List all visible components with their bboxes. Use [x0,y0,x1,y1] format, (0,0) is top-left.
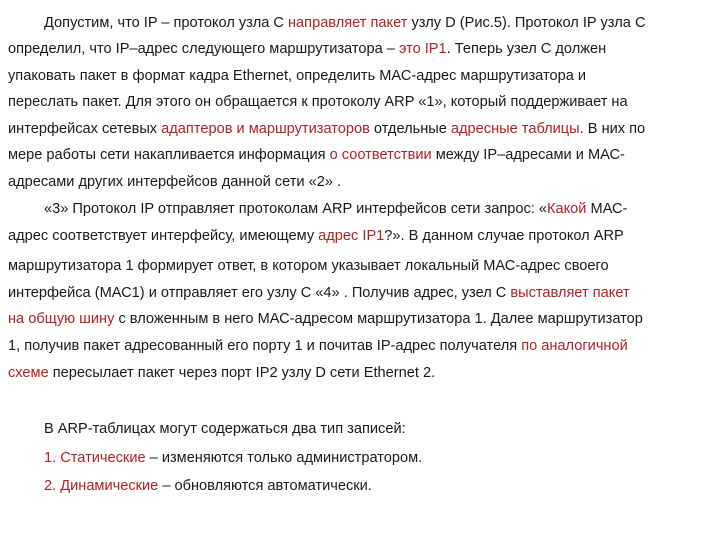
p2-line-6: 1, получив пакет адресованный его порту 1 и почитав IP-адрес получателя по аналогичной [8,338,628,354]
p2-line-4: интерфейса (МАС1) и отправляет его узлу С «4» . Получив адрес, узел С выставляет пакет [8,285,630,301]
p1-line-6: мере работы сети накапливается информация о соответствии между IP–адресами и МАС- [8,147,625,163]
list-item-2: 2. Динамические – обновляются автоматически. [44,478,372,494]
p2-line-1: «3» Протокол IP отправляет протоколам ARP интерфейсов сети запрос: «Какой МАС- [44,201,628,217]
p2-line-7: схеме пересылает пакет через порт IP2 узлу D сети Ethernet 2. [8,365,436,381]
p1-line-7: адресами других интерфейсов данной сети «2» . [8,174,342,190]
p2-line-5: на общую шину с вложенным в него МАС-адресом маршрутизатора 1. Далее маршрутизатор [8,311,643,327]
p1-line-3: упаковать пакет в формат кадра Ethernet, определить МАС-адрес маршрутизатора и [8,68,587,84]
p2-line-2: адрес соответствует интерфейсу, имеющему адрес IP1?». В данном случае протокол ARP [8,228,624,244]
p1-line-5: интерфейсах сетевых адаптеров и маршрутизаторов отдельные адресные таблицы. В них по [8,121,646,137]
p1-line-1: Допустим, что IP – протокол узла С направляет пакет узлу D (Рис.5). Протокол IP узла С [44,15,646,31]
p1-line-2: определил, что IP–адрес следующего маршрутизатора – это IP1. Теперь узел С должен [8,41,607,57]
list-intro: В ARP-таблицах могут содержаться два тип записей: [44,421,406,437]
list-item-1: 1. Статические – изменяются только администратором. [44,450,423,466]
p1-line-4: переслать пакет. Для этого он обращается к протоколу ARP «1», который поддерживает на [8,94,628,110]
p2-line-3: маршрутизатора 1 формирует ответ, в котором указывает локальный МАС-адрес своего [8,258,609,274]
